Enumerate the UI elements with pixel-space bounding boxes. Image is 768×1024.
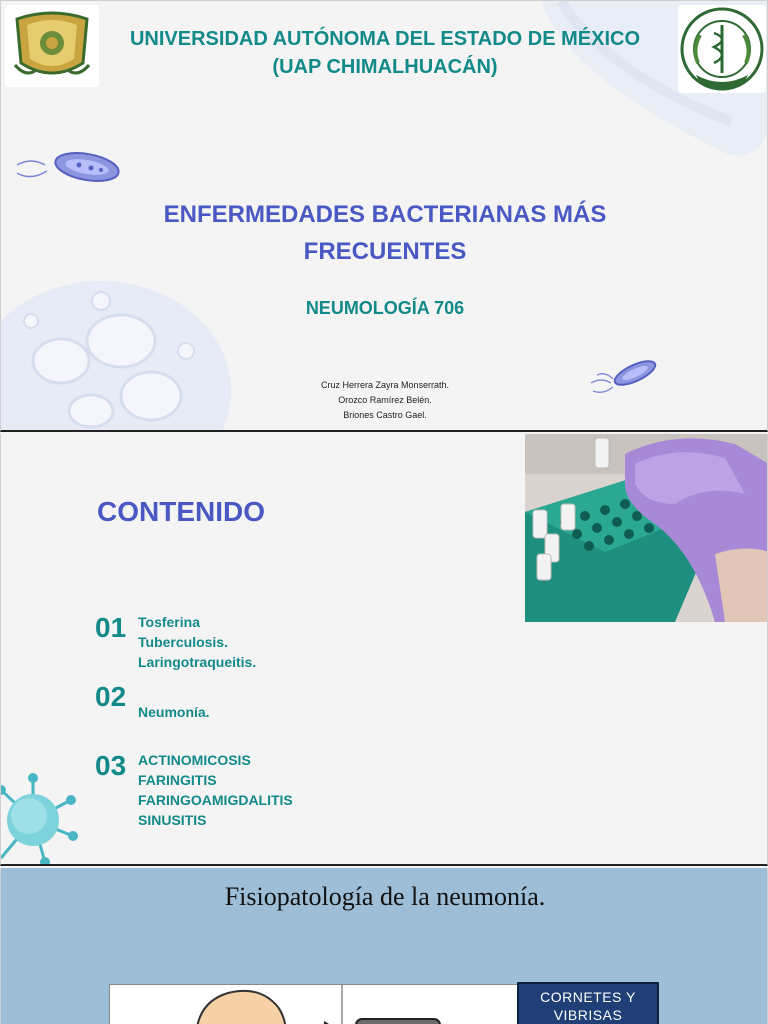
university-name: UNIVERSIDAD AUTÓNOMA DEL ESTADO DE MÉXICO xyxy=(129,28,641,50)
section-number: 01 xyxy=(95,612,127,643)
pathophysiology-slide xyxy=(0,868,768,1024)
title-slide xyxy=(0,0,768,432)
section-number: 02 xyxy=(95,681,127,712)
cornetes-vibrisas-label-box xyxy=(517,982,659,1024)
bacterium-illustration xyxy=(17,147,121,187)
list-item: FARINGITIS xyxy=(138,772,217,788)
cells-background-illustration xyxy=(1,271,231,432)
author-name: Briones Castro Gael. xyxy=(343,410,427,420)
list-item: ACTINOMICOSIS xyxy=(138,752,251,768)
list-item: Laringotraqueitis. xyxy=(138,654,257,670)
contents-slide xyxy=(0,434,768,866)
presentation-title-continued: FRECUENTES xyxy=(303,238,467,265)
contents-heading: CONTENIDO xyxy=(97,496,265,527)
presentation-title: ENFERMEDADES BACTERIANAS MÁS xyxy=(163,201,607,228)
list-item: SINUSITIS xyxy=(138,812,207,828)
list-item: Tosferina xyxy=(138,614,200,630)
author-name: Orozco Ramírez Belén. xyxy=(338,395,432,405)
list-item: Neumonía. xyxy=(138,704,210,720)
virus-illustration xyxy=(1,770,81,866)
list-item: Tuberculosis. xyxy=(138,634,228,650)
box-label-line: VIBRISAS xyxy=(553,1007,623,1023)
section-number: 03 xyxy=(95,750,127,781)
bacterium-illustration xyxy=(591,353,661,399)
subject-name: NEUMOLOGÍA 706 xyxy=(305,298,465,318)
list-item: FARINGOAMIGDALITIS xyxy=(138,792,293,808)
author-name: Cruz Herrera Zayra Monserrath. xyxy=(320,380,450,390)
lab-test-tubes-photo xyxy=(525,434,768,622)
box-label-line: CORNETES Y xyxy=(540,989,636,1005)
slide-title: Fisiopatología de la neumonía. xyxy=(224,882,546,911)
campus-name: (UAP CHIMALHUACÁN) xyxy=(272,56,498,78)
